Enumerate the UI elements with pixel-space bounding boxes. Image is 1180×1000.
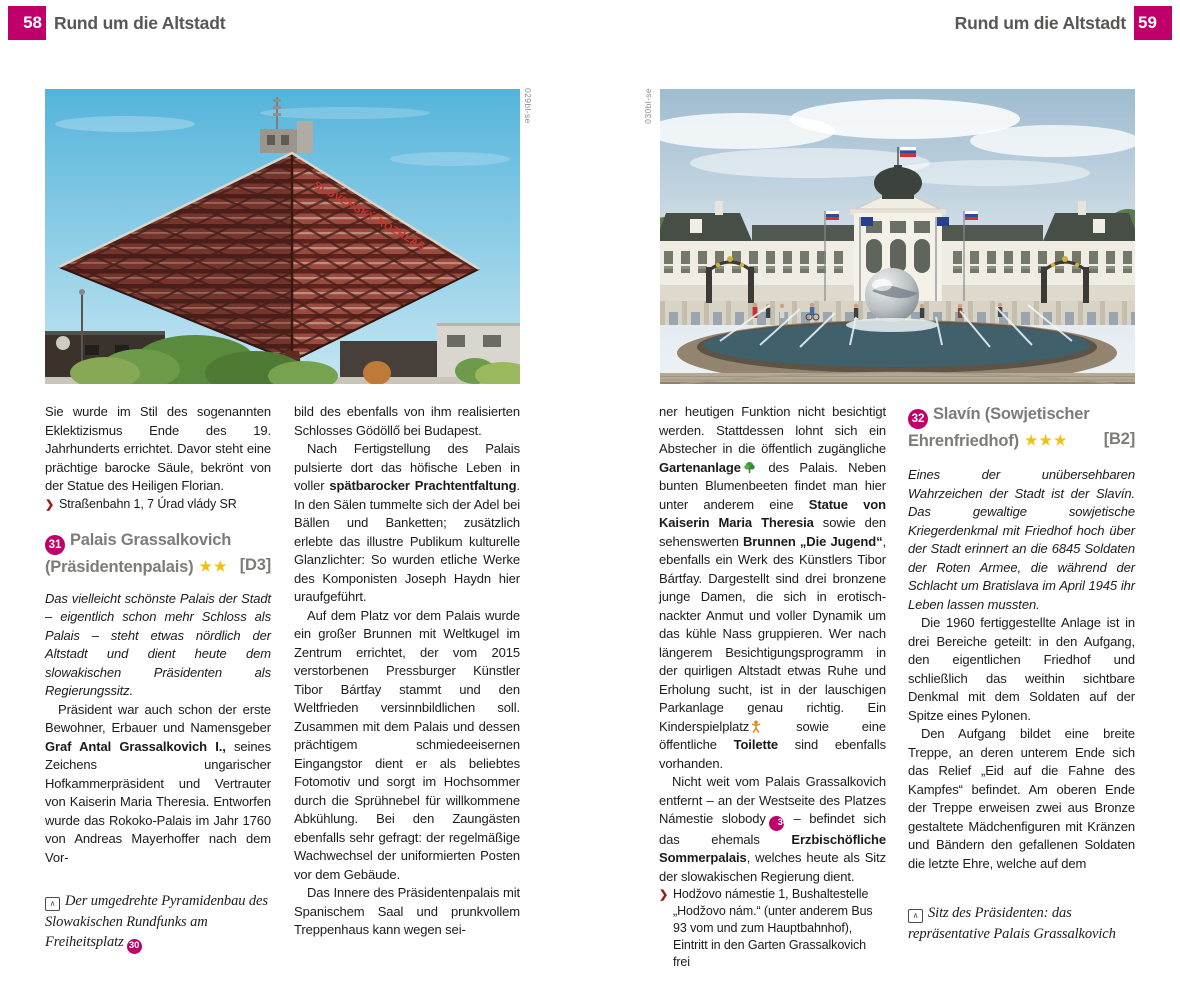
page-number-59: 59 [1134, 6, 1172, 40]
sight-ref-badge: 30 [127, 939, 142, 954]
photo-caption-right: ∧ Sitz des Präsidenten: das repräsentative Palais Grassalkovich [908, 905, 1116, 942]
rating-stars: ★★★ [1024, 432, 1069, 448]
sight-number-badge: 31 [45, 535, 65, 555]
photo-caption-left: ∧ Der umgedrehte Pyramidenbau des Slowakischen Rundfunks am Freiheitsplatz 30 [45, 891, 271, 954]
column-1 [45, 403, 271, 954]
paragraph: Das Innere des Präsidentenpalais mit Spanischem Saal und prunkvollem Treppenhaus kann wegen sei- [294, 885, 520, 937]
paragraph: Sie wurde im Stil des sogenannten Eklektizismus Ende des 19. Jahrhunderts errichtet. Davor steht eine prächtige barocke Säule, bekrönt von der Statue des Heiligen Florian. [45, 404, 271, 493]
column-2 [294, 403, 520, 940]
photo-grassalkovich-palace [660, 89, 1135, 384]
slovak-radio-scene [45, 89, 520, 384]
paragraph: Den Aufgang bildet eine breite Treppe, an deren unterem Ende sich das Relief „Eid auf die Fahne des Kampfes“ befindet. Am oberen Ende der Treppe erweisen zwei aus Bronze gestaltete Mädchenfiguren mit Kränzen und Bändern den gefallenen Soldaten die letzte Ehre, welche auf dem [908, 726, 1135, 871]
paragraph: bild des ebenfalls von ihm realisierten Schlosses Gödöllő bei Budapest. [294, 404, 520, 438]
photo-credit-left: 029bl-se [523, 88, 533, 124]
page-number-58: 58 [8, 6, 46, 40]
page-header-right [955, 6, 1172, 40]
page-title-right: Rund um die Altstadt [954, 12, 1126, 33]
column-4 [908, 403, 1135, 944]
column-3 [659, 403, 886, 971]
photo-ref-up-icon: ∧ [45, 897, 60, 911]
paragraph: Präsident war auch schon der erste Bewohner, Erbauer und Namensgeber Graf Antal Grassalkovich I., seines Zeichens ungarischer Hofkammerpräsident und Vertrauter von Kaiserin Maria Theresia. Entworfen wurde das Rokoko-Palais im Jahr 1760 von Andreas Mayerhoffer nach dem Vor- [45, 701, 271, 865]
sight-number-badge: 32 [908, 409, 928, 429]
map-grid-reference: [D3] [239, 555, 271, 574]
palace-scene [660, 89, 1135, 384]
paragraph: Nicht weit vom Palais Grassalkovich entfernt – an der Westseite des Platzes Námestie slobody 30 – befindet sich das ehemals Erzbischöfliche Sommerpalais, welches heute als Sitz der slowakischen Regierung dient. [659, 774, 886, 884]
lead-paragraph: Das vielleicht schönste Palais der Stadt – eigentlich schon mehr Schloss als Palais – steht etwas nördlich der Altstadt und dient heute dem slowakischen Präsidenten als Regierungssitz. [45, 590, 271, 698]
sight-title: Palais Grassalkovich (Präsidentenpalais) [45, 530, 232, 576]
sight-heading-32 [908, 403, 1135, 452]
page-title-left: Rund um die Altstadt [54, 12, 226, 33]
transport-info-line: ❯ Hodžovo námestie 1, Bushaltestelle „Hodžovo nám.“ (unter anderem Bus 93 vom und zum Hauptbahnhof), Eintritt in den Garten Grassalkovich frei [659, 887, 873, 970]
paragraph: Nach Fertigstellung des Palais pulsierte dort das höfische Leben in voller spätbarocker Prachtentfaltung. In den Sälen tummelte sich der Adel bei Bällen und Banketten; zusätzlich erlebte das illustre Publikum kulturelle Glanzlichter: So wurden etliche Werke des Komponisten Joseph Haydn hier uraufgeführt. [294, 441, 520, 604]
photo-credit-right: 030bl-se [643, 88, 653, 124]
paragraph: Auf dem Platz vor dem Palais wurde ein großer Brunnen mit Weltkugel im Zentrum errichtet, der vom 2015 verstorbenen Pressburger Künstler Tibor Bártfay stammt und den Weltfrieden versinnbildlichen soll. Zusammen mit dem Palais und dessen prächtigem schmiedeeisernen Eingangstor dient er als beliebtes Fotomotiv und sorgt im Hochsommer durch die Sprühnebel für willkommene Abkühlung. Bei den Zaungästen ebenfalls sehr gefragt: der regelmäßige Wachwechsel der uniformierten Posten vor dem Gebäude. [294, 607, 520, 882]
paragraph: Die 1960 fertiggestellte Anlage ist in drei Bereiche geteilt: in den Aufgang, den eigentlichen Friedhof und schließlich das weithin sichtbare Denkmal mit dem Soldaten auf der Spitze eines Pylonen. [908, 615, 1135, 723]
garden-icon [743, 461, 756, 474]
map-grid-reference: [B2] [1103, 430, 1135, 448]
chevron-right-icon: ❯ [659, 889, 669, 902]
lead-paragraph: Eines der unübersehbaren Wahrzeichen der Stadt ist der Slavín. Das gewaltige sowjetische Kriegerdenkmal mit Friedhof hoch über der Stadt erinnert an die 6845 Soldaten der Roten Armee, die während der Schlacht um Bratislava im April 1945 ihr Leben lassen mussten. [908, 467, 1135, 612]
slovak-flag-on-dome [900, 147, 916, 157]
plaza-paving [660, 373, 1135, 385]
photo-ref-up-icon: ∧ [908, 909, 923, 923]
page-header-left [8, 6, 225, 40]
playground-icon [751, 720, 761, 733]
transport-info-line: ❯ Straßenbahn 1, 7 Úrad vlády SR [45, 496, 271, 513]
sight-heading-31 [45, 529, 271, 578]
rating-stars: ★★ [199, 557, 229, 574]
paragraph: ner heutigen Funktion nicht besichtigt werden. Stattdessen lohnt sich ein Abstecher in die öffentlich zugängliche Gartenanlage des Palais. Neben bunten Blumenbeeten findet man hier unter anderem eine Statue von Kaiserin Maria Theresia sowie den sehenswerten Brunnen „Die Jugend“, ebenfalls ein Werk des Künstlers Tibor Bártfay. Dargestellt sind drei bronzene junge Damen, die sich in erotisch-nackter Anmut und voller Dynamik um das kühle Nass gruppieren. Wer nach längerem Besichtigungsprogramm in der quirligen Altstadt etwas Ruhe und Erholung sucht, ist in der lauschigen Parkanlage genau richtig. Ein Kinderspielplatz sowie eine öffentliche Toilette sind ebenfalls vorhanden. [659, 404, 886, 771]
sight-title: Slavín (Sowjetischer Ehrenfriedhof) [908, 405, 1090, 450]
sight-ref-badge: 30 [769, 816, 784, 831]
building-sign-text: SLOVENSKÝ ROZHLAS [311, 179, 428, 254]
chevron-right-icon: ❯ [45, 498, 55, 511]
photo-slovak-radio-building [45, 89, 520, 384]
